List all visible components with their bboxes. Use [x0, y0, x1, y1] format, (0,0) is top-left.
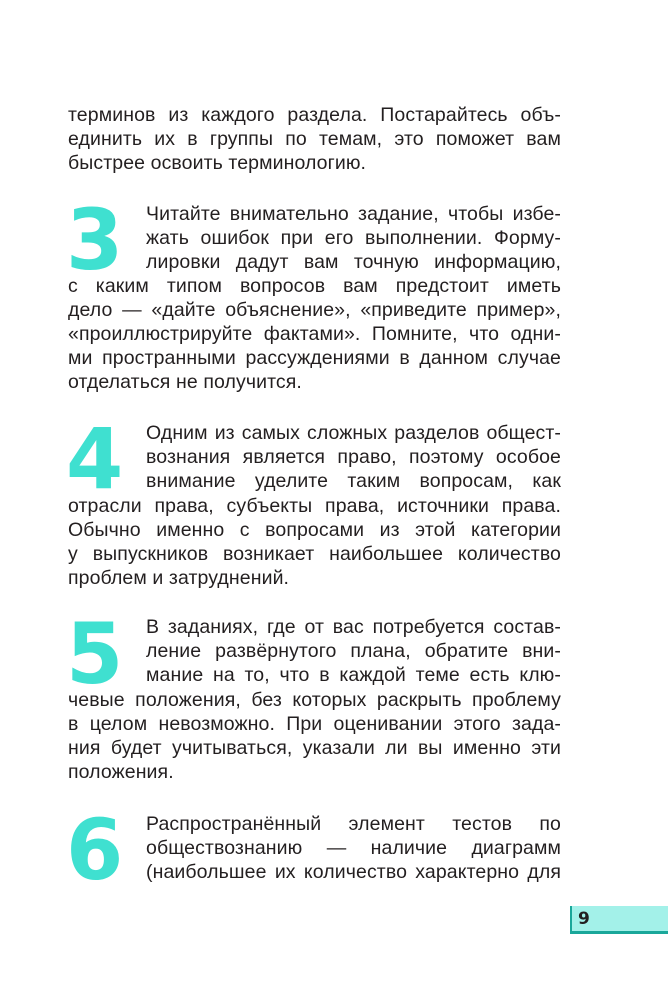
section-6-number: 6 [66, 801, 124, 899]
section-5-line-7: положения. [68, 761, 174, 783]
section-5-line-3: мание на то, что в каждой теме есть клю- [146, 664, 561, 686]
section-5-line-2: ление развёрнутого плана, обратите вни- [146, 640, 561, 662]
section-3-line-1: Читайте внимательно задание, чтобы избе- [146, 203, 561, 225]
section-3-line-8: отделаться не получится. [68, 371, 302, 393]
section-4-line-4: отрасли права, субъекты права, источники права. [68, 495, 561, 517]
section-5-number: 5 [66, 605, 124, 703]
section-3-number: 3 [66, 191, 124, 289]
section-5-line-1: В заданиях, где от вас потребуется состав- [146, 616, 561, 638]
section-4-line-2: вознания является право, поэтому особое [146, 446, 561, 468]
intro-line-3: быстрее освоить терминологию. [68, 152, 367, 174]
section-3-line-4: с каким типом вопросов вам предстоит иметь [68, 275, 561, 297]
section-6-line-2: обществознанию — наличие диаграмм [146, 837, 561, 859]
section-4-line-7: проблем и затруднений. [68, 567, 290, 589]
section-5-line-4: чевые положения, без которых раскрыть проблему [68, 689, 561, 711]
section-3-line-3: лировки дадут вам точную информацию, [146, 251, 561, 273]
section-3-line-5: дело — «дайте объяснение», «приведите пример», [68, 299, 561, 321]
section-4-line-3: внимание уделите таким вопросам, как [146, 470, 561, 492]
intro-line-2: единить их в группы по темам, это поможет вам [68, 128, 561, 150]
section-4-number: 4 [66, 410, 124, 508]
section-3-line-2: жать ошибок при его выполнении. Форму- [146, 227, 561, 249]
section-5-line-5: в целом невозможно. При оценивании этого зада- [68, 713, 561, 735]
section-3-line-6: «проиллюстрируйте фактами». Помните, что одни- [68, 323, 561, 345]
section-6-line-1: Распространённый элемент тестов по [146, 813, 561, 835]
section-4-line-5: Обычно именно с вопросами из этой категории [68, 519, 561, 541]
intro-line-1: терминов из каждого раздела. Постарайтесь объ- [68, 104, 561, 126]
section-4-line-1: Одним из самых сложных разделов общест- [146, 422, 561, 444]
section-4-line-6: у выпускников возникает наибольшее количество [68, 543, 561, 565]
section-6-line-3: (наибольшее их количество характерно для [146, 861, 561, 883]
section-5-line-6: ния будет учитываться, указали ли вы именно эти [68, 737, 561, 759]
page-number: 9 [578, 909, 590, 929]
section-3-line-7: ми пространными рассуждениями в данном случае [68, 347, 561, 369]
